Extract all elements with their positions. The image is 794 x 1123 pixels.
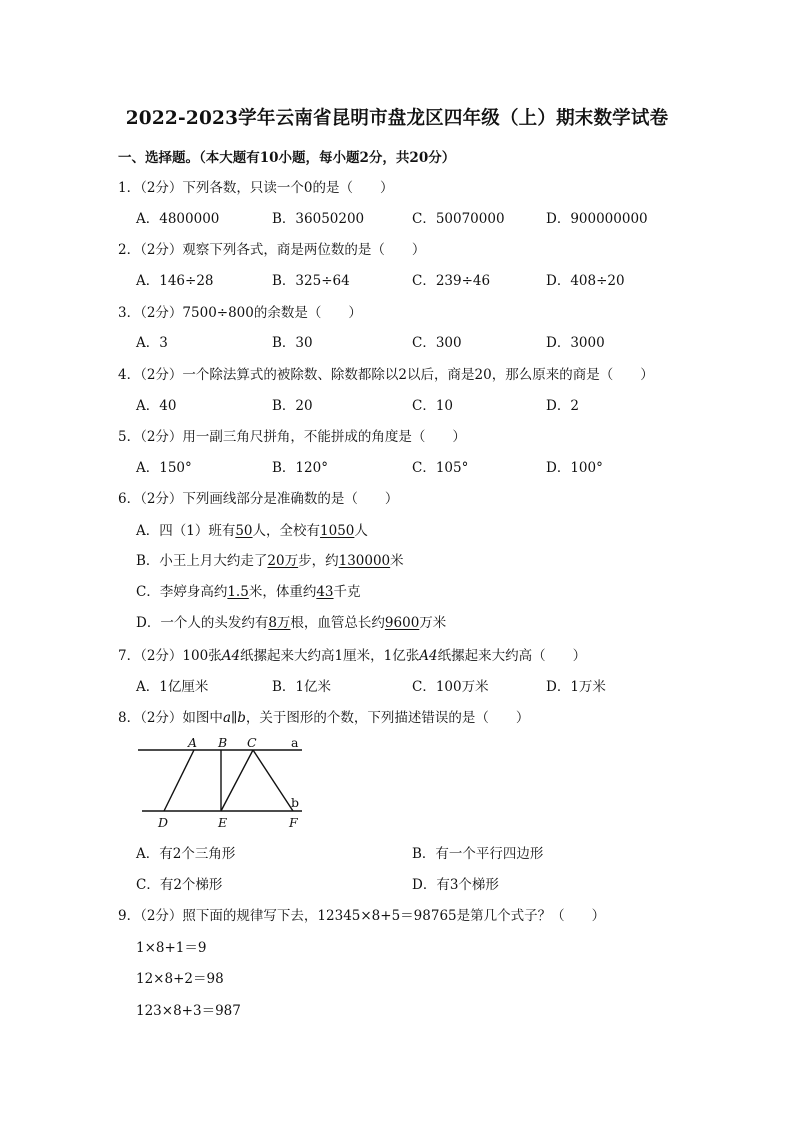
question-4-stem: 4．（2分）一个除法算式的被除数、除数都除以2以后，商是20，那么原来的商是（ ）	[118, 367, 654, 383]
q6a-underlined-1: 50	[235, 523, 253, 539]
q6c-text-2: 米，体重约	[248, 584, 317, 600]
q6c-text: C．李婷身高约	[136, 584, 228, 600]
question-3-stem: 3．（2分）7500÷800的余数是（ ）	[118, 305, 362, 321]
q4-option-c: C．10	[412, 398, 454, 414]
q7-stem-a4-2: A4	[419, 648, 438, 664]
q1-option-a: A．4800000	[136, 211, 220, 227]
q8-option-c: C．有2个梯形	[136, 877, 223, 893]
q5-option-a: A．150°	[136, 460, 192, 476]
q8-stem-part-2: ，关于图形的个数，下列描述错误的是（ ）	[245, 710, 530, 726]
q2-option-b: B．325÷64	[272, 273, 350, 289]
q5-option-c: C．105°	[412, 460, 469, 476]
q6b-text-3: 米	[390, 553, 404, 569]
page-title: 2022-2023学年云南省昆明市盘龙区四年级（上）期末数学试卷	[125, 108, 669, 129]
q3-option-c: C．300	[412, 335, 462, 351]
label-D: D	[158, 815, 169, 830]
q2-option-d: D．408÷20	[546, 273, 625, 289]
q7-option-b: B．1亿米	[272, 679, 332, 695]
q6d-underlined-1: 8万	[268, 615, 291, 631]
q6a-underlined-2: 1050	[320, 523, 355, 539]
label-E: E	[218, 815, 228, 830]
q6b-text: B．小王上月大约走了	[136, 553, 268, 569]
question-8-stem	[118, 706, 529, 726]
q6c-text-3: 千克	[333, 584, 361, 600]
q6d-text-2: 根，血管总长约	[290, 615, 385, 631]
q6-option-c	[136, 580, 361, 600]
q5-option-b: B．120°	[272, 460, 328, 476]
q8-stem-part-1: 8．（2分）如图中	[118, 710, 223, 726]
q1-option-b: B．36050200	[272, 211, 365, 227]
q4-option-a: A．40	[136, 398, 177, 414]
q3-option-a: A．3	[136, 335, 168, 351]
label-F: F	[289, 815, 298, 830]
question-5-stem: 5．（2分）用一副三角尺拼角，不能拼成的角度是（ ）	[118, 429, 466, 445]
label-a: a	[291, 735, 299, 750]
q6-option-a	[136, 519, 368, 539]
question-7-stem	[118, 644, 586, 664]
q7-stem-part-1: 7．（2分）100张	[118, 648, 222, 664]
q3-option-b: B．30	[272, 335, 313, 351]
q8-option-d: D．有3个梯形	[412, 877, 499, 893]
section-heading: 一、选择题。（本大题有10小题，每小题2分，共20分）	[118, 150, 456, 166]
q4-option-d: D．2	[546, 398, 579, 414]
parallel-lines-figure	[134, 734, 309, 832]
q3-option-d: D．3000	[546, 335, 605, 351]
q8-stem-parallel: a∥b	[222, 710, 246, 726]
q7-stem-part-3: 纸摞起来大约高（ ）	[437, 648, 587, 664]
q6-option-d	[136, 611, 446, 631]
segment-cf	[253, 750, 293, 811]
question-6-stem: 6．（2分）下列画线部分是准确数的是（ ）	[118, 491, 399, 507]
question-1-stem: 1．（2分）下列各数，只读一个0的是（ ）	[118, 180, 394, 196]
q7-option-c: C．100万米	[412, 679, 489, 695]
q1-option-d: D．900000000	[546, 211, 648, 227]
question-2-stem: 2．（2分）观察下列各式，商是两位数的是（ ）	[118, 242, 426, 258]
label-B: B	[218, 735, 228, 750]
q4-option-b: B．20	[272, 398, 313, 414]
q1-option-c: C．50070000	[412, 211, 505, 227]
q6c-underlined-1: 1.5	[227, 584, 249, 600]
q8-option-b: B．有一个平行四边形	[412, 846, 544, 862]
q6d-underlined-2: 9600	[384, 615, 420, 631]
label-A: A	[188, 735, 198, 750]
q6c-underlined-2: 43	[316, 584, 334, 600]
label-C: C	[247, 735, 257, 750]
q7-stem-a4-1: A4	[221, 648, 241, 664]
figure-svg	[134, 734, 309, 832]
q9-pattern-2: 12×8+2＝98	[136, 971, 224, 987]
q6b-text-2: 步，约	[298, 553, 339, 569]
q6d-text-3: 万米	[419, 615, 447, 631]
q9-pattern-3: 123×8+3＝987	[136, 1003, 241, 1019]
q6b-underlined-2: 130000	[338, 553, 391, 569]
question-9-stem: 9．（2分）照下面的规律写下去，12345×8+5＝98765是第几个式子？（ ）	[118, 908, 606, 924]
q6a-text-3: 人	[354, 523, 368, 539]
q7-option-a: A．1亿厘米	[136, 679, 209, 695]
q2-option-c: C．239÷46	[412, 273, 491, 289]
q9-pattern-1: 1×8+1＝9	[136, 940, 207, 956]
q6b-underlined-1: 20万	[267, 553, 299, 569]
label-b: b	[291, 795, 300, 810]
q5-option-d: D．100°	[546, 460, 603, 476]
q8-option-a: A．有2个三角形	[136, 846, 236, 862]
q7-option-d: D．1万米	[546, 679, 606, 695]
q6a-text-2: 人，全校有	[252, 523, 321, 539]
q6d-text: D．一个人的头发约有	[136, 615, 269, 631]
q7-stem-part-2: 纸摞起来大约高1厘米，1亿张	[240, 648, 420, 664]
q2-option-a: A．146÷28	[136, 273, 214, 289]
q6a-text: A．四（1）班有	[136, 523, 236, 539]
q6-option-b	[136, 549, 404, 569]
segment-ce	[221, 750, 253, 811]
segment-ad	[164, 750, 194, 811]
